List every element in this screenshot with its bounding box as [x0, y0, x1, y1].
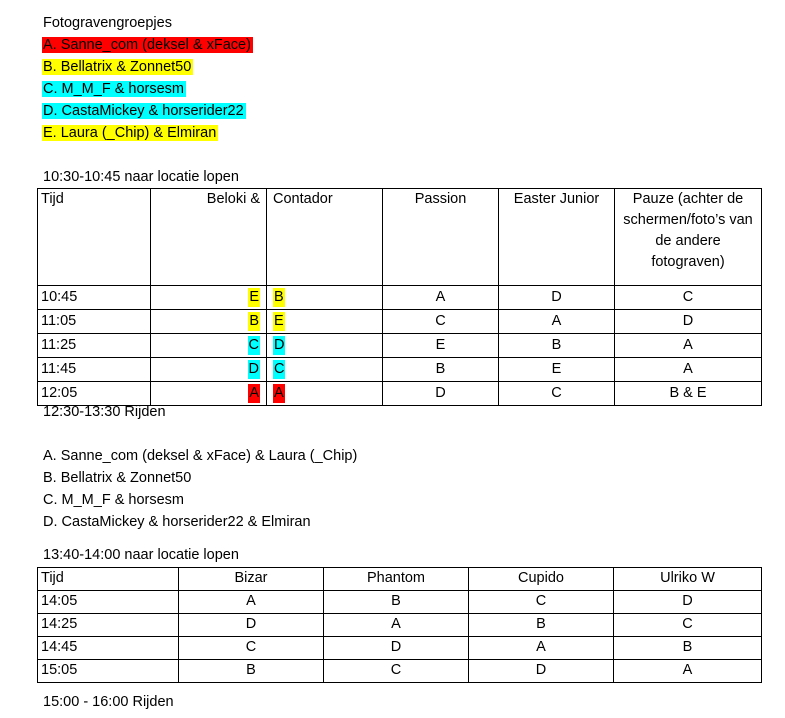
table-row	[38, 334, 762, 358]
cell-passion: A	[383, 286, 499, 310]
cell-phantom: C	[324, 660, 469, 683]
cell-contador: A	[267, 382, 383, 406]
cell-time: 15:05	[38, 660, 179, 683]
cell-passion: B	[383, 358, 499, 382]
header-contador: Contador	[267, 189, 383, 286]
group2-d-label: D. CastaMickey & horserider22 & Elmiran	[43, 514, 311, 530]
table-row	[38, 591, 762, 614]
cell-contador: E	[267, 310, 383, 334]
cell-time: 10:45	[38, 286, 151, 310]
cell-pauze: A	[615, 358, 762, 382]
session1-intro: 10:30-10:45 naar locatie lopen	[43, 169, 239, 185]
header-phantom: Phantom	[324, 568, 469, 591]
cell-easter: B	[499, 334, 615, 358]
cell-phantom: B	[324, 591, 469, 614]
cell-pauze: D	[615, 310, 762, 334]
table-row	[38, 637, 762, 660]
cell-time: 14:45	[38, 637, 179, 660]
cell-cupido: A	[469, 637, 614, 660]
cell-passion: D	[383, 382, 499, 406]
header-tijd: Tijd	[38, 189, 151, 286]
group-b-label: B. Bellatrix & Zonnet50	[43, 59, 192, 75]
cell-bizar: B	[179, 660, 324, 683]
group-c-label: C. M_M_F & horsesm	[43, 81, 184, 97]
cell-easter: C	[499, 382, 615, 406]
cell-contador: C	[267, 358, 383, 382]
cell-time: 12:05	[38, 382, 151, 406]
cell-ulriko: A	[614, 660, 762, 683]
cell-pauze: C	[615, 286, 762, 310]
cell-ulriko: B	[614, 637, 762, 660]
header-ulriko-w: Ulriko W	[614, 568, 762, 591]
cell-easter: E	[499, 358, 615, 382]
header-cupido: Cupido	[469, 568, 614, 591]
group2-b-label: B. Bellatrix & Zonnet50	[43, 470, 192, 486]
group-e-label: E. Laura (_Chip) & Elmiran	[43, 125, 217, 141]
cell-ulriko: D	[614, 591, 762, 614]
header-easter-junior: Easter Junior	[499, 189, 615, 286]
cell-beloki: D	[151, 358, 267, 382]
cell-easter: A	[499, 310, 615, 334]
cell-contador: D	[267, 334, 383, 358]
group2-a-label: A. Sanne_com (deksel & xFace) & Laura (_Chip)	[43, 448, 358, 464]
header-passion: Passion	[383, 189, 499, 286]
document-title: Fotogravengroepjes	[43, 15, 172, 31]
cell-cupido: D	[469, 660, 614, 683]
cell-beloki: A	[151, 382, 267, 406]
table-row	[38, 286, 762, 310]
cell-bizar: C	[179, 637, 324, 660]
cell-beloki: E	[151, 286, 267, 310]
cell-time: 11:05	[38, 310, 151, 334]
session1-outro: 12:30-13:30 Rijden	[43, 404, 166, 420]
table-header-row	[38, 189, 762, 286]
cell-time: 11:45	[38, 358, 151, 382]
cell-phantom: D	[324, 637, 469, 660]
cell-pauze: B & E	[615, 382, 762, 406]
session2-intro: 13:40-14:00 naar locatie lopen	[43, 547, 239, 563]
table-row	[38, 358, 762, 382]
session2-outro: 15:00 - 16:00 Rijden	[43, 694, 174, 710]
cell-bizar: D	[179, 614, 324, 637]
header-bizar: Bizar	[179, 568, 324, 591]
cell-phantom: A	[324, 614, 469, 637]
table-row	[38, 614, 762, 637]
cell-ulriko: C	[614, 614, 762, 637]
cell-beloki: C	[151, 334, 267, 358]
cell-time: 11:25	[38, 334, 151, 358]
header-pauze: Pauze (achter de schermen/foto’s van de andere fotograven)	[615, 189, 762, 286]
cell-contador: B	[267, 286, 383, 310]
cell-pauze: A	[615, 334, 762, 358]
header-beloki: Beloki &	[151, 189, 267, 286]
group-a-label: A. Sanne_com (deksel & xFace)	[43, 37, 251, 53]
cell-time: 14:05	[38, 591, 179, 614]
group2-c-label: C. M_M_F & horsesm	[43, 492, 184, 508]
cell-passion: E	[383, 334, 499, 358]
table-row	[38, 310, 762, 334]
cell-cupido: C	[469, 591, 614, 614]
header-tijd: Tijd	[38, 568, 179, 591]
cell-cupido: B	[469, 614, 614, 637]
table-row	[38, 660, 762, 683]
table-header-row	[38, 568, 762, 591]
cell-easter: D	[499, 286, 615, 310]
schedule-table-1	[37, 188, 762, 406]
group-d-label: D. CastaMickey & horserider22	[43, 103, 244, 119]
cell-beloki: B	[151, 310, 267, 334]
cell-passion: C	[383, 310, 499, 334]
cell-bizar: A	[179, 591, 324, 614]
schedule-table-2	[37, 567, 762, 683]
cell-time: 14:25	[38, 614, 179, 637]
